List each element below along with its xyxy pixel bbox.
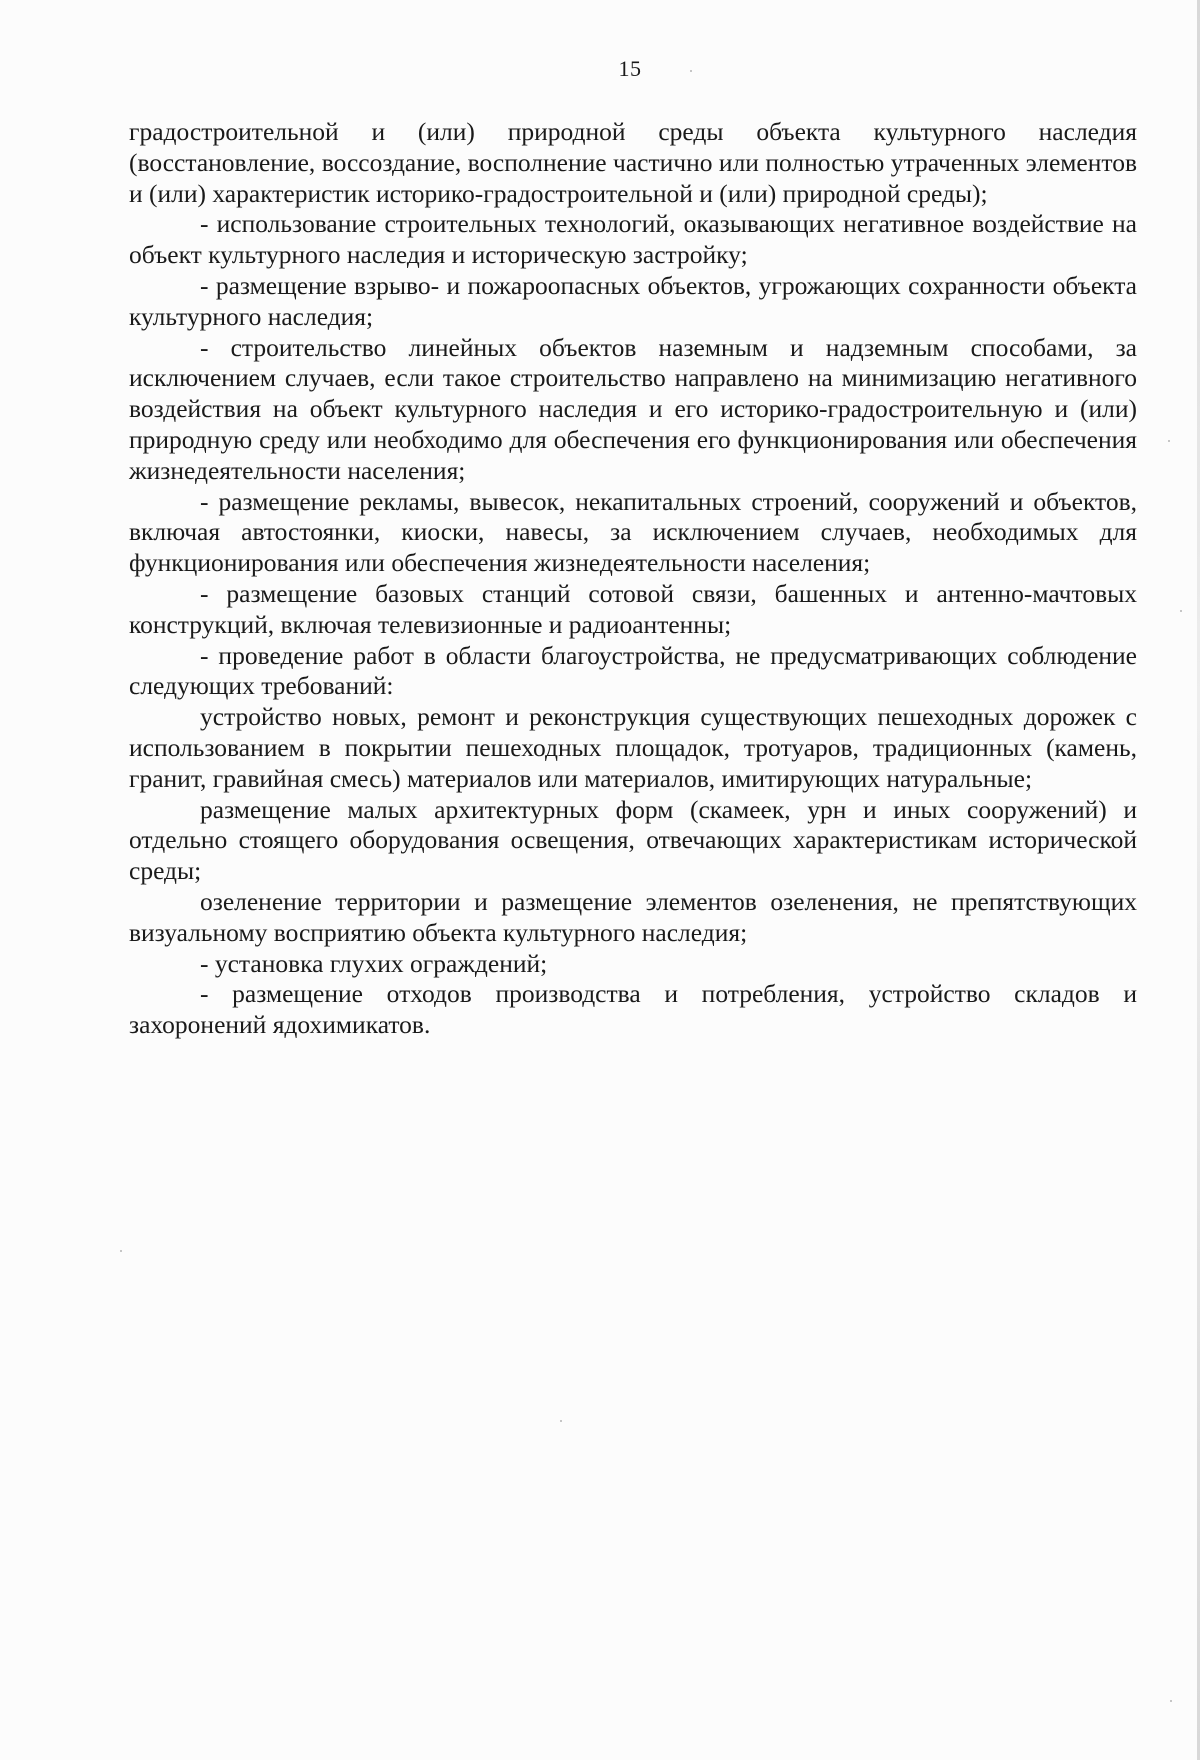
list-item-technologies: - использование строительных технологий, оказывающих негативное воздействие на объект культурного наследия и историческую застройку; xyxy=(129,209,1137,270)
requirement-greening: озеленение территории и размещение элементов озеленения, не препятствующих визуальному восприятию объекта культурного наследия; xyxy=(129,886,1137,947)
page-number: 15 xyxy=(618,56,642,81)
list-item-linear-objects: - строительство линейных объектов наземным и надземным способами, за исключением случаев, если такое строительство направлено на минимизацию негативного воздействия на объект культурного наследия и его историко-градостроительную и (или) природную среду или необходимо для обеспечения его функционирования или обеспечения жизнедеятельности населения; xyxy=(129,332,1137,485)
scan-speck xyxy=(1168,440,1170,442)
document-body xyxy=(129,117,1137,1041)
scan-speck xyxy=(1170,1700,1172,1702)
requirement-footpaths: устройство новых, ремонт и реконструкция существующих пешеходных дорожек с использованием в покрытии пешеходных площадок, тротуаров, традиционных (камень, гранит, гравийная смесь) материалов или материалов, имитирующих натуральные; xyxy=(129,702,1137,793)
list-item-advertising: - размещение рекламы, вывесок, некапитальных строений, сооружений и объектов, включая автостоянки, киоски, навесы, за исключением случаев, необходимых для функционирования или обеспечения жизнедеятельности населения; xyxy=(129,486,1137,578)
list-item-fences: - установка глухих ограждений; xyxy=(200,948,548,978)
scan-speck xyxy=(560,1420,562,1422)
list-item-landscaping: - проведение работ в области благоустройства, не предусматривающих соблюдение следующих требований: xyxy=(129,640,1137,701)
scan-speck xyxy=(1180,610,1182,612)
scan-speck xyxy=(120,1250,122,1252)
list-item-cell-stations: - размещение базовых станций сотовой связи, башенных и антенно-мачтовых конструкций, включая телевизионные и радиоантенны; xyxy=(129,578,1137,639)
list-item-waste: - размещение отходов производства и потребления, устройство складов и захоронений ядохимикатов. xyxy=(129,979,1137,1040)
scan-speck xyxy=(690,70,692,72)
requirement-small-forms: размещение малых архитектурных форм (скамеек, урн и иных сооружений) и отдельно стоящего оборудования освещения, отвечающих характеристикам исторической среды; xyxy=(129,794,1137,886)
paragraph-continuation: градостроительной и (или) природной среды объекта культурного наследия (восстановление, воссоздание, восполнение частично или полностью утраченных элементов и (или) характеристик историко-градостроительной и (или) природной среды); xyxy=(129,117,1137,208)
list-item-hazardous-objects: - размещение взрыво- и пожароопасных объектов, угрожающих сохранности объекта культурного наследия; xyxy=(129,270,1137,331)
